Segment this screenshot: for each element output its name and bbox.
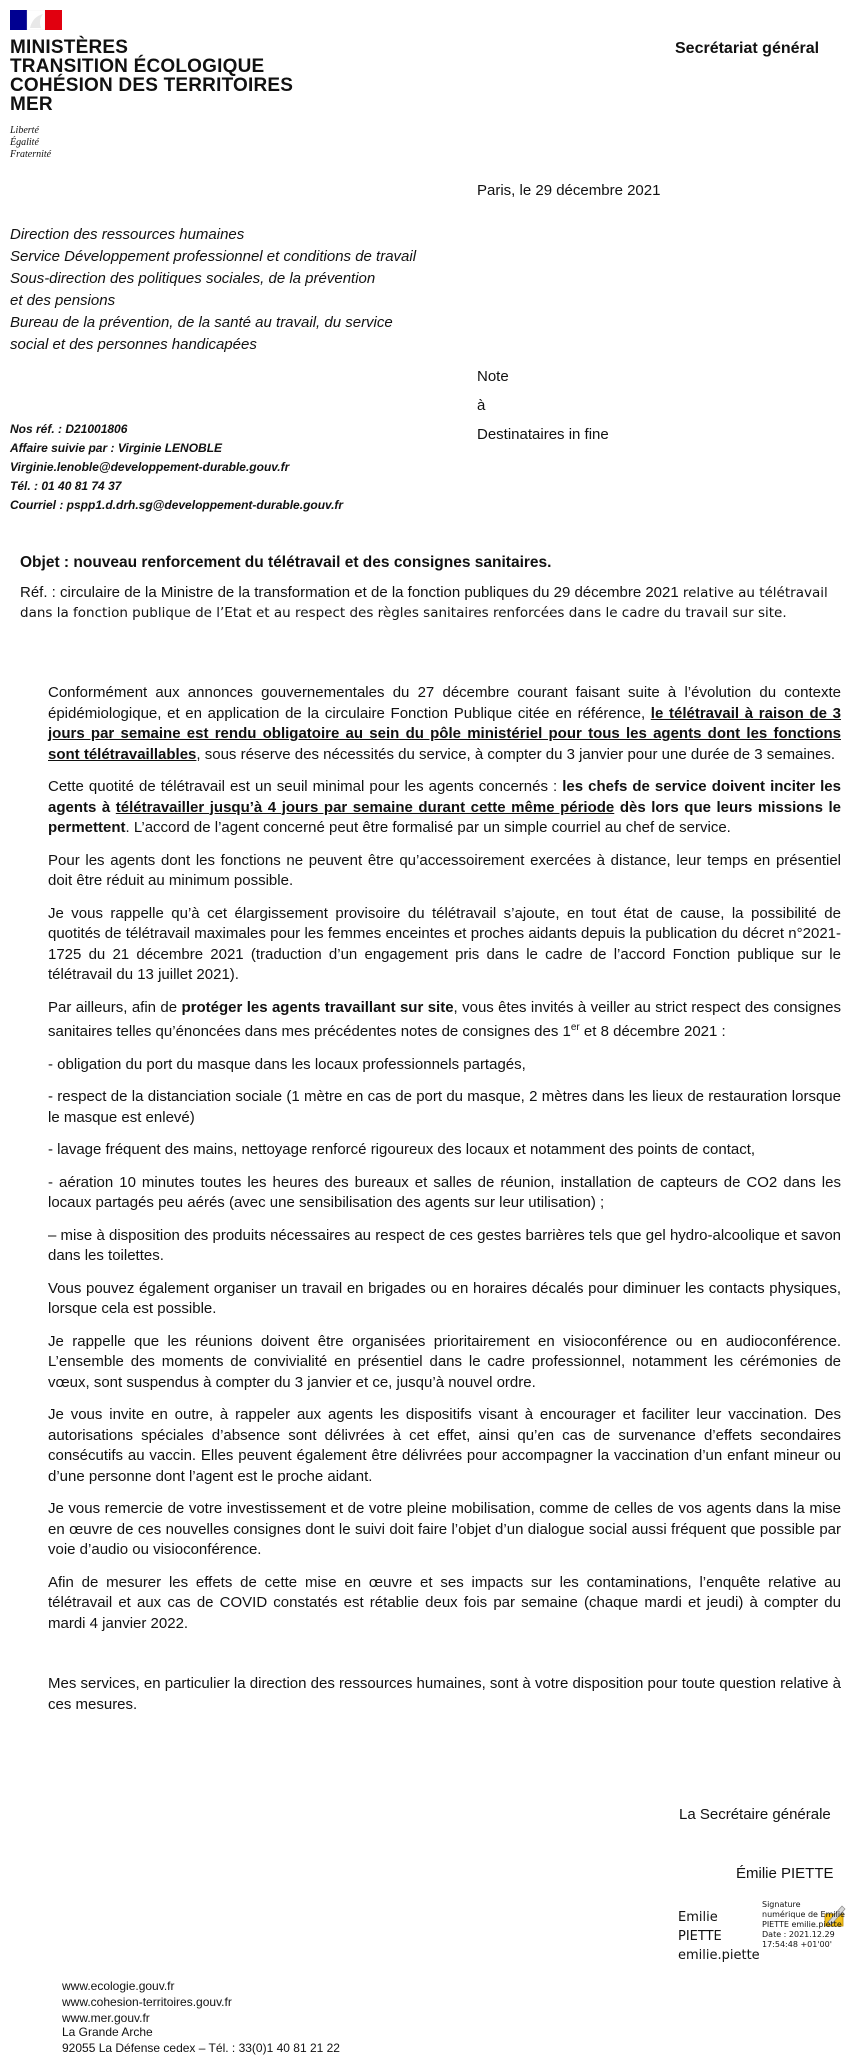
service-line: Bureau de la prévention, de la santé au travail, du service <box>10 314 393 331</box>
footer-links <box>62 1978 232 2026</box>
ministry-line: MINISTÈRES <box>10 37 129 58</box>
subject-line: Objet : nouveau renforcement du télétravail et des consignes sanitaires. <box>20 554 552 571</box>
digital-name-line: Emilie <box>678 1910 718 1925</box>
digital-info-line: Date : 2021.12.29 <box>762 1930 835 1939</box>
ref-followed-by: Affaire suivie par : Virginie LENOBLE <box>10 441 223 455</box>
digital-info-line: PIETTE emilie.piette <box>762 1920 842 1929</box>
text-run: Cette quotité de télétravail est un seuil minimal pour les agents concernés : <box>48 778 563 795</box>
footer-address <box>62 2024 340 2056</box>
paragraph: Mes services, en particulier la direction des ressources humaines, sont à votre disposition pour toute question relative à ces mesures. <box>48 1675 841 1713</box>
note-recipients-text: Destinataires in fine <box>477 426 609 443</box>
paragraph: Je rappelle que les réunions doivent être organisées prioritairement en visioconférence ou en audioconférence. L’ensemble des moments de convivialité en présentiel dans le cadre professionnel, notamment les cérémonies de vœux, sont suspendus à compter du 3 janvier et ce, jusqu’à nouvel ordre. <box>48 1332 841 1391</box>
footer-link[interactable]: www.ecologie.gouv.fr <box>62 1979 175 1993</box>
service-line: Service Développement professionnel et conditions de travail <box>10 248 417 265</box>
paragraph <box>48 683 841 765</box>
text-run: Conformément aux annonces gouvernementales du 27 décembre courant faisant suite à l’évolution du contexte épidémiologique, et en application de la circulaire Fonction Publique citée en référence, <box>48 684 841 722</box>
bullet-item: - respect de la distanciation sociale (1 mètre en cas de port du masque, 2 mètres dans les lieux de restauration lorsque le masque est enlevé) <box>48 1088 841 1126</box>
ministry-line: TRANSITION ÉCOLOGIQUE <box>10 56 265 77</box>
letter-date: Paris, le 29 décembre 2021 <box>477 182 661 199</box>
footer-link[interactable]: www.cohesion-territoires.gouv.fr <box>62 1995 232 2009</box>
emphasis-run: les chefs de service doivent inciter les agents à <box>48 778 841 816</box>
bullet-item: - obligation du port du masque dans les locaux professionnels partagés, <box>48 1055 526 1073</box>
signatory-title: La Secrétaire générale <box>679 1806 831 1823</box>
service-line: et des pensions <box>10 292 116 309</box>
motto-line: Égalité <box>10 137 39 148</box>
paragraph: Afin de mesurer les effets de cette mise en œuvre et ses impacts sur les contaminations, l’enquête relative au télétravail et aux cas de COVID constatés est rétablie deux fois par semaine (chaque mardi et jeudi) à compter du mardi 4 janvier 2022. <box>48 1573 841 1632</box>
republic-motto <box>10 125 51 161</box>
emphasis-run: télétravailler jusqu’à 4 jours par semaine durant cette même période <box>115 798 615 816</box>
emphasis-run: dès lors que leurs missions le permettent <box>48 798 842 836</box>
service-line: Direction des ressources humaines <box>10 226 245 243</box>
superscript: er <box>570 1022 580 1033</box>
reference-circular <box>20 583 838 623</box>
text-run: , vous êtes invités à veiller au strict respect des consignes sanitaires telles qu’énoncées dans mes précédentes notes de consignes des 1 <box>48 998 841 1040</box>
address-line: 92055 La Défense cedex – Tél. : 33(0)1 40 81 21 22 <box>62 2041 340 2055</box>
ref-phone: Tél. : 01 40 81 74 37 <box>10 479 122 493</box>
emphasis-run: protéger les agents travaillant sur site <box>181 998 454 1016</box>
marianne-flag-logo <box>10 10 62 30</box>
service-block <box>10 224 416 356</box>
paragraph: Pour les agents dont les fonctions ne peuvent être qu’accessoirement exercées à distance, leur temps en présentiel doit être réduit au minimum possible. <box>48 851 841 889</box>
ref-circular-tail: relative au télétravail dans la fonction publique de l’Etat et au respect des règles sanitaires renforcées dans le cadre du travail sur site. <box>20 585 828 621</box>
ref-email[interactable]: Virginie.lenoble@developpement-durable.gouv.fr <box>10 460 290 474</box>
paragraph <box>48 777 841 839</box>
paragraph <box>48 998 841 1043</box>
signatory-name: Émilie PIETTE <box>736 1865 834 1882</box>
digital-signature-name <box>678 1908 760 1965</box>
digital-info-line: Signature <box>762 1900 801 1909</box>
text-run: . L’accord de l’agent concerné peut être formalisé par un simple courriel au chef de service. <box>125 819 731 836</box>
bullet-item: - aération 10 minutes toutes les heures des bureaux et salles de réunion, installation de capteurs de CO2 dans les locaux partagés peu aérés (avec une sensibilisation des agents sur leur utilisation) ; <box>48 1173 841 1211</box>
footer-link[interactable]: www.mer.gouv.fr <box>62 2011 150 2025</box>
digital-signature-info <box>762 1900 854 1950</box>
digital-name-line: PIETTE <box>678 1929 722 1944</box>
digital-info-line: numérique de Emilie <box>762 1910 845 1919</box>
note-recipients <box>477 362 609 449</box>
text-run: Par ailleurs, afin de <box>48 998 182 1016</box>
paragraph: Je vous rappelle qu’à cet élargissement provisoire du télétravail s’ajoute, en tout état de cause, la possibilité de quotités de télétravail maximales pour les femmes enceintes et proches aidants depuis la publication du décret n°2021-1725 du 21 décembre 2021 (traduction d’un engagement pris dans le cadre de l’accord Fonction publique sur le télétravail du 13 juillet 2021). <box>48 904 841 983</box>
paragraph: Vous pouvez également organiser un travail en brigades ou en horaires décalés pour diminuer les contacts physiques, lorsque cela est possible. <box>48 1279 841 1317</box>
text-run: et 8 décembre 2021 : <box>579 1023 726 1040</box>
note-type: Note <box>477 368 509 385</box>
service-line: social et des personnes handicapées <box>10 336 257 353</box>
ref-circular-head: Réf. : circulaire de la Ministre de la transformation et de la fonction publiques du 29 décembre 2021 <box>20 584 683 601</box>
motto-line: Liberté <box>10 125 39 136</box>
digital-name-line: emilie.piette <box>678 1948 760 1963</box>
emphasis-run: le télétravail à raison de 3 jours par semaine est rendu obligatoire au sein du pôle ministériel pour tous les agents dont les fonctions sont télétravaillables <box>48 704 842 763</box>
motto-line: Fraternité <box>10 149 52 160</box>
service-line: Sous-direction des politiques sociales, de la prévention <box>10 270 376 287</box>
note-prep: à <box>477 397 486 414</box>
ministry-name <box>10 38 293 114</box>
text-run: , sous réserve des nécessités du service, à compter du 3 janvier pour une durée de 3 semaines. <box>196 745 836 763</box>
bullet-item: - lavage fréquent des mains, nettoyage renforcé rigoureux des locaux et notamment des points de contact, <box>48 1141 756 1158</box>
paragraph: Je vous remercie de votre investissement et de votre pleine mobilisation, comme de celles de vos agents dans la mise en œuvre de ces nouvelles consignes dont le suivi doit faire l’objet d’un dialogue social aussi fréquent que possible par voie d’audio ou visioconférence. <box>48 1500 841 1558</box>
paragraph: Je vous invite en outre, à rappeler aux agents les dispositifs visant à encourager et faciliter leur vaccination. Des autorisations spéciales d’absence sont délivrées à cet effet, ainsi qu’en cas de survenance d’effets secondaires consécutifs au vaccin. Elles peuvent également être délivrées pour accompagner la vaccination d’un enfant mineur ou d’une personne dont l’agent est le proche aidant. <box>48 1406 841 1485</box>
ref-courriel[interactable]: Courriel : pspp1.d.drh.sg@developpement-durable.gouv.fr <box>10 498 344 512</box>
digital-info-line: 17:54:48 +01'00' <box>762 1940 832 1949</box>
secretariat-heading: Secrétariat général <box>675 40 820 57</box>
reference-block <box>10 420 343 515</box>
ministry-line: COHÉSION DES TERRITOIRES <box>10 75 294 96</box>
ref-number: Nos réf. : D21001806 <box>10 422 128 436</box>
ministry-line: MER <box>10 94 53 115</box>
address-line: La Grande Arche <box>62 2025 153 2039</box>
letter-body <box>48 683 841 1727</box>
bullet-item: – mise à disposition des produits nécessaires au respect de ces gestes barrières tels que gel hydro-alcoolique et savon dans les toilettes. <box>48 1226 841 1264</box>
